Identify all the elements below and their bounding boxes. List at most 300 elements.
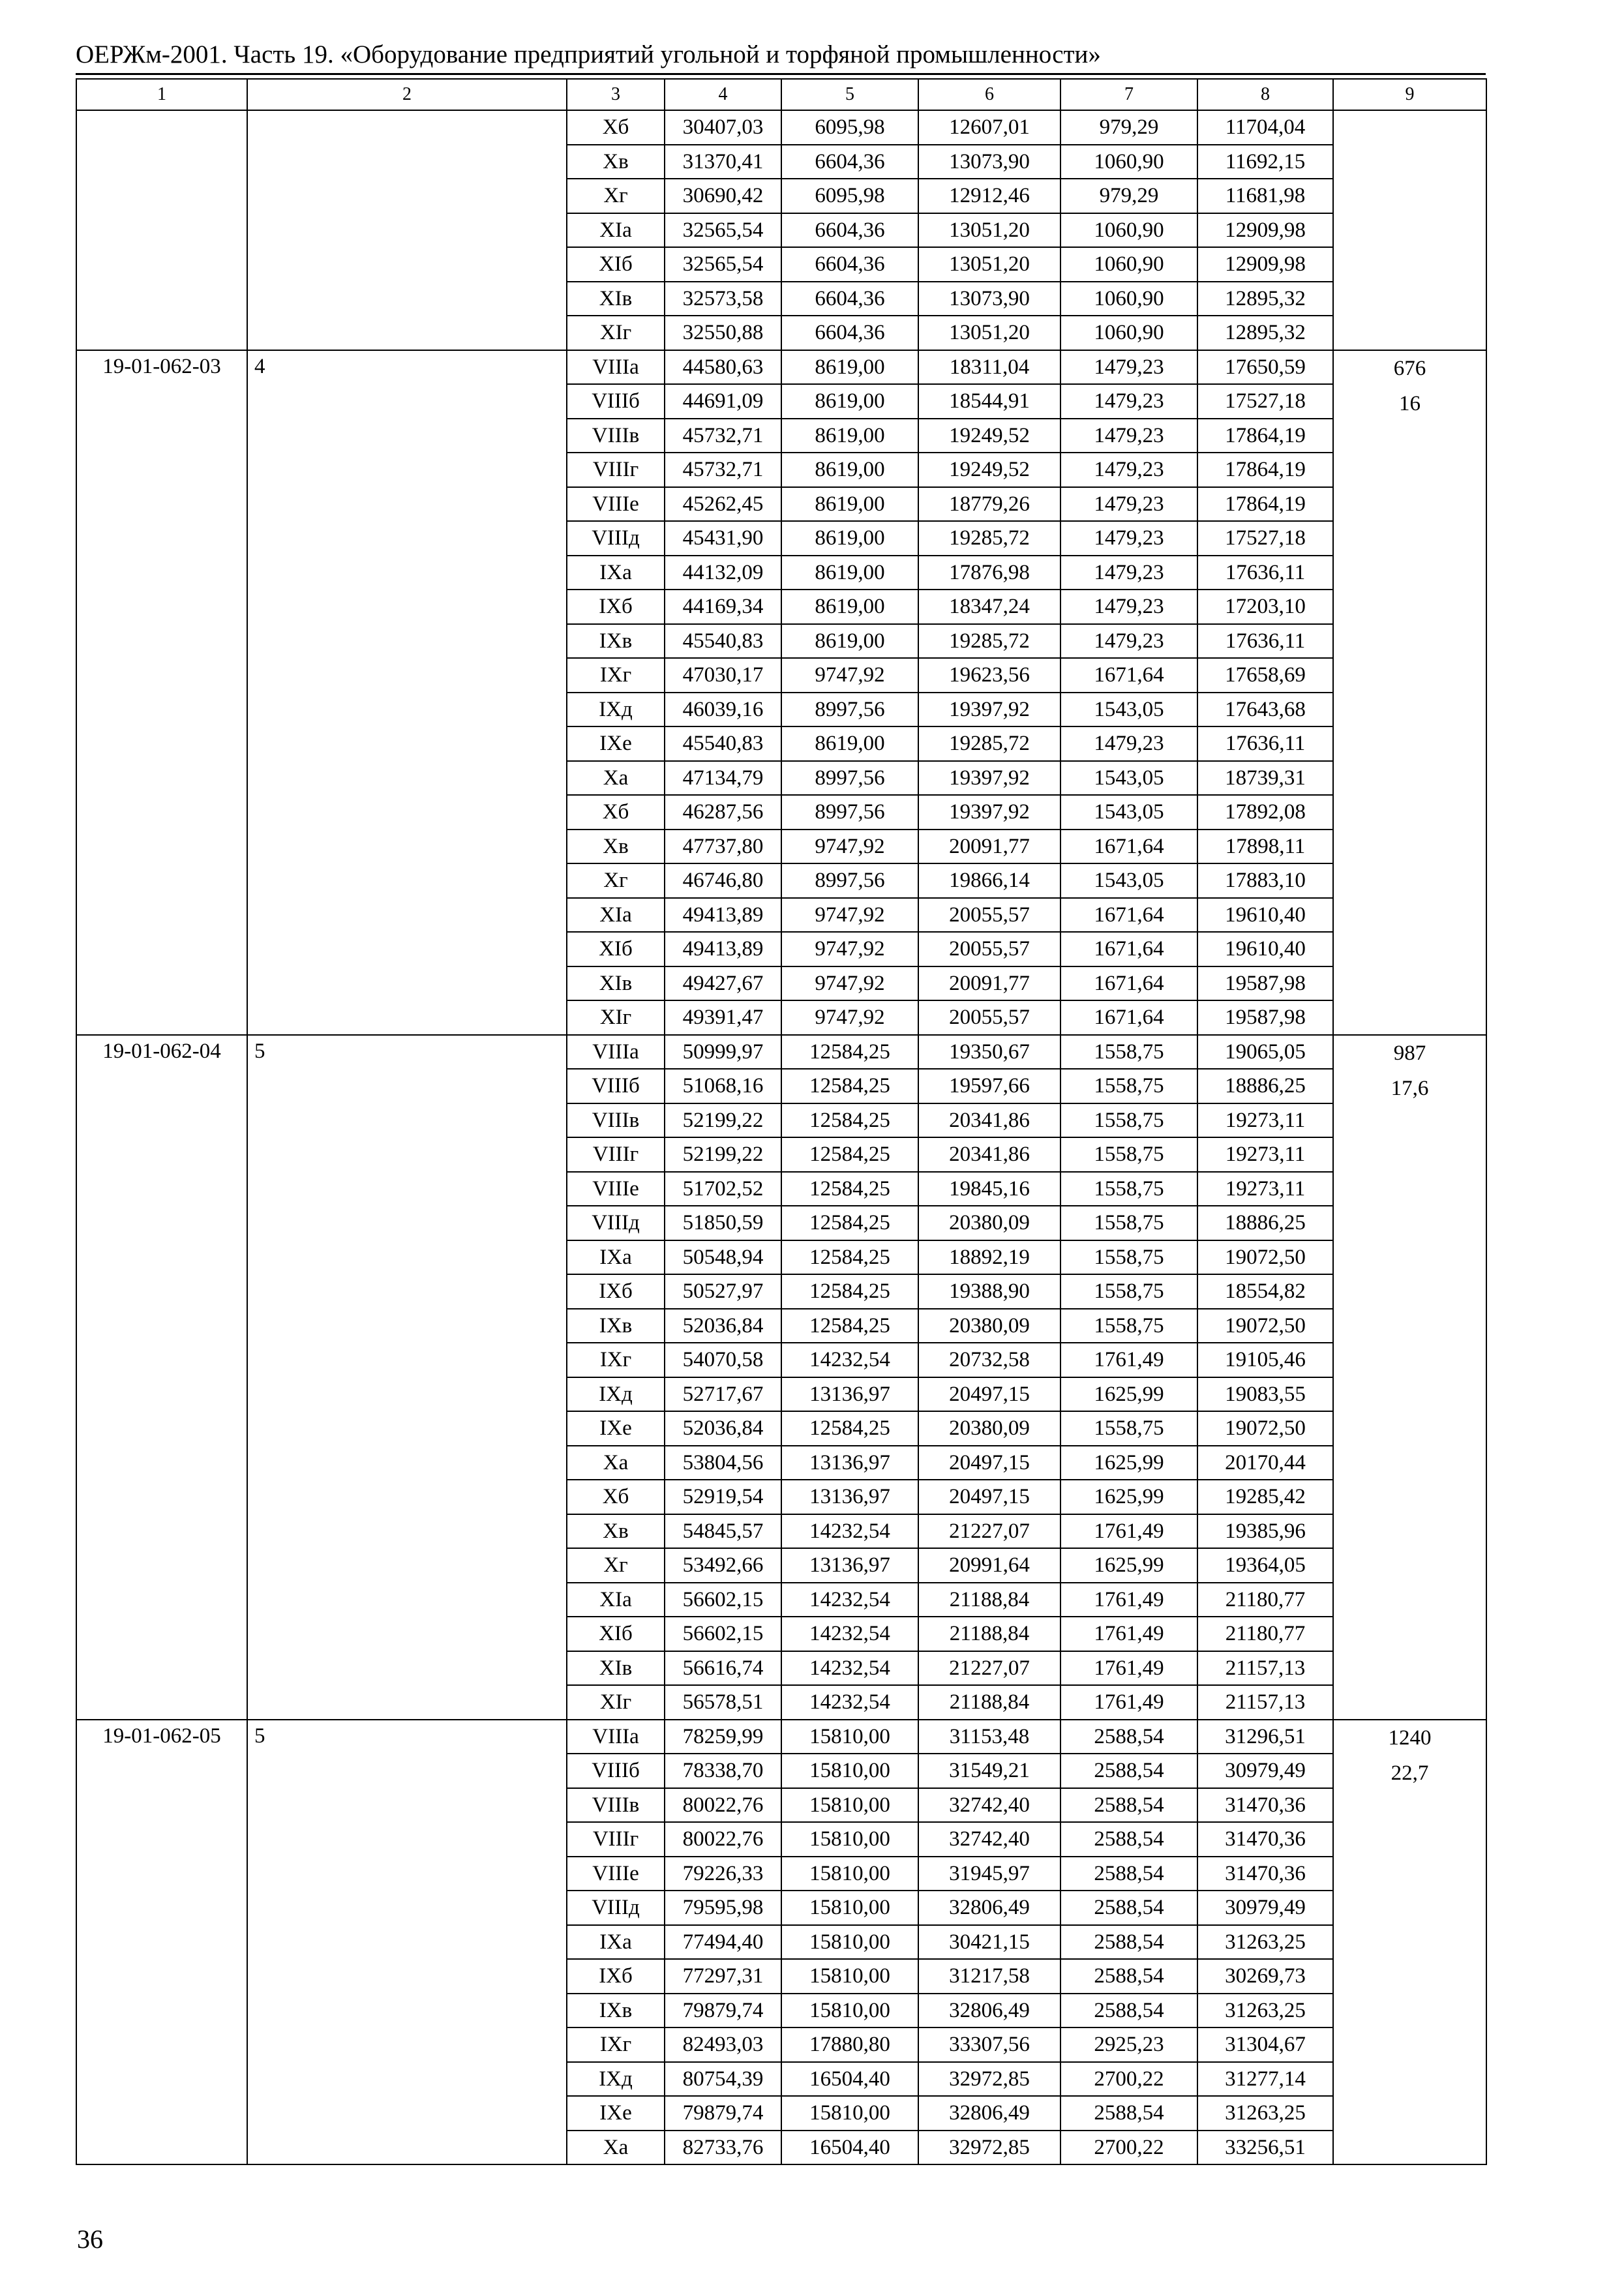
value-col7-cell: 1060,90	[1060, 213, 1197, 248]
value-col6-cell: 21227,07	[918, 1514, 1060, 1549]
value-col8-cell: 18554,82	[1197, 1274, 1333, 1309]
zone-cell: IХв	[567, 1309, 665, 1343]
value-col6-cell: 18779,26	[918, 487, 1060, 522]
value-col5-cell: 8619,00	[781, 350, 918, 385]
value-col6-cell: 30421,15	[918, 1925, 1060, 1960]
value-col4-cell: 45732,71	[665, 419, 781, 453]
value-col8-cell: 17636,11	[1197, 624, 1333, 659]
value-col5-cell: 12584,25	[781, 1309, 918, 1343]
column-header-8: 8	[1197, 79, 1333, 110]
value-col5-cell: 14232,54	[781, 1651, 918, 1686]
value-col8-cell: 17643,68	[1197, 693, 1333, 727]
value-col6-cell: 17876,98	[918, 556, 1060, 590]
value-col7-cell: 1543,05	[1060, 863, 1197, 898]
value-col4-cell: 49413,89	[665, 898, 781, 933]
zone-cell: Ха	[567, 2131, 665, 2165]
value-col8-cell: 31296,51	[1197, 1720, 1333, 1754]
value-col6-cell: 19249,52	[918, 419, 1060, 453]
value-col5-cell: 9747,92	[781, 1000, 918, 1035]
value-col8-cell: 31263,25	[1197, 1994, 1333, 2028]
value-col8-cell: 19072,50	[1197, 1240, 1333, 1275]
column-number-row	[76, 79, 1486, 110]
value-col8-cell: 21157,13	[1197, 1651, 1333, 1686]
value-col8-cell: 19610,40	[1197, 898, 1333, 933]
value-col7-cell: 1558,75	[1060, 1103, 1197, 1138]
value-col7-cell: 1671,64	[1060, 898, 1197, 933]
value-col8-cell: 21157,13	[1197, 1685, 1333, 1720]
value-col6-cell: 20380,09	[918, 1309, 1060, 1343]
value-col6-cell: 32972,85	[918, 2062, 1060, 2097]
table-row	[76, 1720, 1486, 1754]
col9-value: 1240	[1388, 1726, 1432, 1750]
value-col8-cell: 17864,19	[1197, 419, 1333, 453]
value-col4-cell: 46746,80	[665, 863, 781, 898]
zone-cell: IХе	[567, 1411, 665, 1446]
value-col4-cell: 52717,67	[665, 1377, 781, 1412]
zone-cell: Ха	[567, 761, 665, 796]
value-col5-cell: 8997,56	[781, 693, 918, 727]
value-col6-cell: 13051,20	[918, 247, 1060, 282]
value-col5-cell: 9747,92	[781, 966, 918, 1001]
value-col5-cell: 14232,54	[781, 1583, 918, 1617]
value-col4-cell: 47134,79	[665, 761, 781, 796]
value-col7-cell: 1558,75	[1060, 1069, 1197, 1103]
value-col4-cell: 79879,74	[665, 1994, 781, 2028]
value-col5-cell: 6604,36	[781, 247, 918, 282]
value-col5-cell: 15810,00	[781, 1822, 918, 1857]
value-col6-cell: 21188,84	[918, 1617, 1060, 1651]
value-col7-cell: 2700,22	[1060, 2062, 1197, 2097]
value-col5-cell: 12584,25	[781, 1137, 918, 1172]
value-col6-cell: 20497,15	[918, 1480, 1060, 1514]
value-col8-cell: 17892,08	[1197, 795, 1333, 830]
value-col5-cell: 8619,00	[781, 384, 918, 419]
value-col4-cell: 32550,88	[665, 316, 781, 350]
zone-cell: VIIIд	[567, 1891, 665, 1925]
value-col6-cell: 32806,49	[918, 2096, 1060, 2131]
value-col6-cell: 19597,66	[918, 1069, 1060, 1103]
zone-cell: IХб	[567, 1274, 665, 1309]
value-col4-cell: 49391,47	[665, 1000, 781, 1035]
value-col8-cell: 17883,10	[1197, 863, 1333, 898]
zone-cell: IХд	[567, 1377, 665, 1412]
value-col6-cell: 20341,86	[918, 1137, 1060, 1172]
value-col4-cell: 46287,56	[665, 795, 781, 830]
value-col6-cell: 18311,04	[918, 350, 1060, 385]
value-col4-cell: 47030,17	[665, 658, 781, 693]
value-col8-cell: 17864,19	[1197, 453, 1333, 487]
zone-cell: IХа	[567, 556, 665, 590]
value-col8-cell: 18886,25	[1197, 1069, 1333, 1103]
value-col5-cell: 13136,97	[781, 1548, 918, 1583]
value-col6-cell: 21188,84	[918, 1685, 1060, 1720]
value-col8-cell: 17527,18	[1197, 384, 1333, 419]
zone-cell: ХIг	[567, 316, 665, 350]
value-col7-cell: 1671,64	[1060, 1000, 1197, 1035]
value-col4-cell: 52036,84	[665, 1411, 781, 1446]
value-col5-cell: 15810,00	[781, 1788, 918, 1823]
value-col7-cell: 1761,49	[1060, 1583, 1197, 1617]
value-col7-cell: 1671,64	[1060, 966, 1197, 1001]
table-row	[76, 350, 1486, 385]
value-col8-cell: 19285,42	[1197, 1480, 1333, 1514]
value-col4-cell: 44691,09	[665, 384, 781, 419]
value-col7-cell: 1558,75	[1060, 1035, 1197, 1070]
value-col7-cell: 1558,75	[1060, 1137, 1197, 1172]
value-col7-cell: 1761,49	[1060, 1343, 1197, 1377]
zone-cell: VIIIд	[567, 1206, 665, 1240]
value-col4-cell: 79595,98	[665, 1891, 781, 1925]
value-col6-cell: 19866,14	[918, 863, 1060, 898]
zone-cell: IХб	[567, 590, 665, 624]
value-col7-cell: 2925,23	[1060, 2027, 1197, 2062]
zone-cell: IХа	[567, 1240, 665, 1275]
value-col7-cell: 1479,23	[1060, 419, 1197, 453]
value-col4-cell: 49413,89	[665, 932, 781, 966]
value-col8-cell: 12895,32	[1197, 316, 1333, 350]
value-col4-cell: 44132,09	[665, 556, 781, 590]
zone-cell: ХIг	[567, 1685, 665, 1720]
column-header-9: 9	[1333, 79, 1486, 110]
value-col8-cell: 30269,73	[1197, 1959, 1333, 1994]
value-col6-cell: 19249,52	[918, 453, 1060, 487]
value-col7-cell: 1558,75	[1060, 1274, 1197, 1309]
col9-value: 676	[1393, 356, 1426, 380]
value-col5-cell: 8997,56	[781, 761, 918, 796]
value-col4-cell: 54070,58	[665, 1343, 781, 1377]
value-col5-cell: 12584,25	[781, 1274, 918, 1309]
value-col4-cell: 45540,83	[665, 726, 781, 761]
value-col4-cell: 46039,16	[665, 693, 781, 727]
value-col6-cell: 33307,56	[918, 2027, 1060, 2062]
col9-cell	[1333, 1720, 1486, 2165]
zone-cell: IХг	[567, 1343, 665, 1377]
price-table	[76, 78, 1487, 2165]
value-col5-cell: 15810,00	[781, 1891, 918, 1925]
value-col7-cell: 2588,54	[1060, 1994, 1197, 2028]
value-col8-cell: 11681,98	[1197, 179, 1333, 213]
value-col5-cell: 12584,25	[781, 1206, 918, 1240]
value-col7-cell: 1060,90	[1060, 282, 1197, 316]
value-col8-cell: 21180,77	[1197, 1583, 1333, 1617]
value-col5-cell: 9747,92	[781, 830, 918, 864]
value-col7-cell: 1479,23	[1060, 453, 1197, 487]
page-number: 36	[77, 2224, 103, 2254]
value-col5-cell: 13136,97	[781, 1377, 918, 1412]
value-col7-cell: 1558,75	[1060, 1411, 1197, 1446]
description-cell: 4	[247, 350, 567, 1035]
value-col5-cell: 15810,00	[781, 1959, 918, 1994]
zone-cell: VIIIв	[567, 1788, 665, 1823]
value-col5-cell: 12584,25	[781, 1035, 918, 1070]
value-col5-cell: 15810,00	[781, 2096, 918, 2131]
value-col4-cell: 79879,74	[665, 2096, 781, 2131]
value-col8-cell: 19587,98	[1197, 1000, 1333, 1035]
value-col8-cell: 11704,04	[1197, 110, 1333, 145]
zone-cell: VIIIб	[567, 1754, 665, 1788]
value-col4-cell: 50548,94	[665, 1240, 781, 1275]
description-cell: 5	[247, 1035, 567, 1720]
value-col5-cell: 6604,36	[781, 316, 918, 350]
rate-code-cell	[76, 110, 247, 350]
value-col6-cell: 19397,92	[918, 795, 1060, 830]
value-col4-cell: 56602,15	[665, 1583, 781, 1617]
value-col7-cell: 2588,54	[1060, 1754, 1197, 1788]
value-col8-cell: 31263,25	[1197, 2096, 1333, 2131]
value-col5-cell: 6095,98	[781, 110, 918, 145]
value-col6-cell: 18347,24	[918, 590, 1060, 624]
value-col5-cell: 17880,80	[781, 2027, 918, 2062]
value-col5-cell: 8619,00	[781, 556, 918, 590]
value-col7-cell: 2588,54	[1060, 1822, 1197, 1857]
value-col8-cell: 17658,69	[1197, 658, 1333, 693]
zone-cell: VIIIг	[567, 1822, 665, 1857]
value-col8-cell: 12909,98	[1197, 213, 1333, 248]
zone-cell: VIIIа	[567, 1035, 665, 1070]
value-col5-cell: 15810,00	[781, 1754, 918, 1788]
zone-cell: IХе	[567, 726, 665, 761]
value-col6-cell: 13051,20	[918, 213, 1060, 248]
value-col6-cell: 12912,46	[918, 179, 1060, 213]
value-col7-cell: 1625,99	[1060, 1480, 1197, 1514]
value-col7-cell: 1543,05	[1060, 795, 1197, 830]
value-col5-cell: 15810,00	[781, 1857, 918, 1891]
value-col5-cell: 8619,00	[781, 419, 918, 453]
value-col8-cell: 19273,11	[1197, 1137, 1333, 1172]
zone-cell: VIIIв	[567, 419, 665, 453]
col9-cell	[1333, 350, 1486, 1035]
value-col6-cell: 19350,67	[918, 1035, 1060, 1070]
value-col7-cell: 1479,23	[1060, 384, 1197, 419]
value-col5-cell: 15810,00	[781, 1925, 918, 1960]
value-col6-cell: 20380,09	[918, 1411, 1060, 1446]
value-col7-cell: 1671,64	[1060, 830, 1197, 864]
value-col6-cell: 18892,19	[918, 1240, 1060, 1275]
value-col4-cell: 77297,31	[665, 1959, 781, 1994]
value-col5-cell: 14232,54	[781, 1514, 918, 1549]
value-col4-cell: 32565,54	[665, 247, 781, 282]
zone-cell: Хг	[567, 179, 665, 213]
value-col6-cell: 32742,40	[918, 1788, 1060, 1823]
col9-cell	[1333, 110, 1486, 350]
value-col7-cell: 2588,54	[1060, 1788, 1197, 1823]
zone-cell: ХIв	[567, 1651, 665, 1686]
value-col4-cell: 53492,66	[665, 1548, 781, 1583]
value-col7-cell: 1479,23	[1060, 350, 1197, 385]
zone-cell: VIIIг	[567, 453, 665, 487]
zone-cell: VIIIе	[567, 487, 665, 522]
value-col5-cell: 12584,25	[781, 1172, 918, 1206]
rate-code-cell: 19-01-062-04	[76, 1035, 247, 1720]
value-col4-cell: 82493,03	[665, 2027, 781, 2062]
zone-cell: ХIб	[567, 932, 665, 966]
value-col6-cell: 13051,20	[918, 316, 1060, 350]
value-col6-cell: 31153,48	[918, 1720, 1060, 1754]
value-col6-cell: 19285,72	[918, 624, 1060, 659]
value-col4-cell: 30407,03	[665, 110, 781, 145]
value-col8-cell: 19273,11	[1197, 1172, 1333, 1206]
value-col7-cell: 1479,23	[1060, 590, 1197, 624]
value-col7-cell: 1060,90	[1060, 247, 1197, 282]
value-col6-cell: 19397,92	[918, 693, 1060, 727]
value-col4-cell: 80754,39	[665, 2062, 781, 2097]
value-col4-cell: 82733,76	[665, 2131, 781, 2165]
zone-cell: VIIIа	[567, 350, 665, 385]
value-col4-cell: 45732,71	[665, 453, 781, 487]
value-col7-cell: 1761,49	[1060, 1651, 1197, 1686]
value-col8-cell: 30979,49	[1197, 1754, 1333, 1788]
value-col5-cell: 14232,54	[781, 1685, 918, 1720]
value-col4-cell: 45262,45	[665, 487, 781, 522]
value-col5-cell: 9747,92	[781, 658, 918, 693]
zone-cell: IХв	[567, 1994, 665, 2028]
value-col8-cell: 19587,98	[1197, 966, 1333, 1001]
value-col4-cell: 51702,52	[665, 1172, 781, 1206]
value-col7-cell: 1761,49	[1060, 1617, 1197, 1651]
value-col6-cell: 20055,57	[918, 932, 1060, 966]
column-header-3: 3	[567, 79, 665, 110]
table-row	[76, 1035, 1486, 1070]
value-col4-cell: 32565,54	[665, 213, 781, 248]
table-row	[76, 110, 1486, 145]
value-col6-cell: 18544,91	[918, 384, 1060, 419]
value-col6-cell: 19397,92	[918, 761, 1060, 796]
value-col4-cell: 45431,90	[665, 521, 781, 556]
value-col6-cell: 20341,86	[918, 1103, 1060, 1138]
value-col5-cell: 8619,00	[781, 487, 918, 522]
value-col4-cell: 52199,22	[665, 1103, 781, 1138]
value-col6-cell: 19285,72	[918, 726, 1060, 761]
column-header-5: 5	[781, 79, 918, 110]
value-col5-cell: 13136,97	[781, 1446, 918, 1480]
zone-cell: Хб	[567, 1480, 665, 1514]
value-col7-cell: 1625,99	[1060, 1377, 1197, 1412]
value-col8-cell: 17203,10	[1197, 590, 1333, 624]
zone-cell: VIIIг	[567, 1137, 665, 1172]
value-col7-cell: 1625,99	[1060, 1446, 1197, 1480]
value-col8-cell: 21180,77	[1197, 1617, 1333, 1651]
zone-cell: Хв	[567, 830, 665, 864]
value-col7-cell: 1060,90	[1060, 145, 1197, 179]
zone-cell: ХIб	[567, 247, 665, 282]
zone-cell: Хг	[567, 863, 665, 898]
value-col6-cell: 20991,64	[918, 1548, 1060, 1583]
zone-cell: ХIг	[567, 1000, 665, 1035]
value-col5-cell: 8997,56	[781, 795, 918, 830]
value-col5-cell: 16504,40	[781, 2131, 918, 2165]
value-col5-cell: 12584,25	[781, 1240, 918, 1275]
value-col7-cell: 979,29	[1060, 179, 1197, 213]
value-col7-cell: 1671,64	[1060, 658, 1197, 693]
value-col7-cell: 2700,22	[1060, 2131, 1197, 2165]
value-col6-cell: 20380,09	[918, 1206, 1060, 1240]
col9-value: 987	[1393, 1041, 1426, 1065]
value-col7-cell: 1625,99	[1060, 1548, 1197, 1583]
value-col7-cell: 2588,54	[1060, 1925, 1197, 1960]
value-col7-cell: 1558,75	[1060, 1172, 1197, 1206]
value-col8-cell: 11692,15	[1197, 145, 1333, 179]
zone-cell: IХг	[567, 658, 665, 693]
value-col8-cell: 31263,25	[1197, 1925, 1333, 1960]
value-col8-cell: 19065,05	[1197, 1035, 1333, 1070]
value-col8-cell: 12895,32	[1197, 282, 1333, 316]
rate-code-cell: 19-01-062-05	[76, 1720, 247, 2165]
value-col7-cell: 1060,90	[1060, 316, 1197, 350]
zone-cell: IХд	[567, 2062, 665, 2097]
value-col4-cell: 80022,76	[665, 1822, 781, 1857]
description-cell: 5	[247, 1720, 567, 2165]
value-col7-cell: 2588,54	[1060, 1720, 1197, 1754]
value-col6-cell: 19623,56	[918, 658, 1060, 693]
zone-cell: VIIIа	[567, 1720, 665, 1754]
value-col7-cell: 1671,64	[1060, 932, 1197, 966]
value-col7-cell: 1479,23	[1060, 726, 1197, 761]
zone-cell: IХе	[567, 2096, 665, 2131]
zone-cell: VIIIе	[567, 1172, 665, 1206]
value-col6-cell: 31549,21	[918, 1754, 1060, 1788]
zone-cell: IХд	[567, 693, 665, 727]
value-col5-cell: 15810,00	[781, 1994, 918, 2028]
value-col8-cell: 19610,40	[1197, 932, 1333, 966]
value-col5-cell: 14232,54	[781, 1343, 918, 1377]
value-col6-cell: 19845,16	[918, 1172, 1060, 1206]
zone-cell: VIIIб	[567, 384, 665, 419]
value-col8-cell: 18886,25	[1197, 1206, 1333, 1240]
value-col7-cell: 1479,23	[1060, 521, 1197, 556]
value-col7-cell: 2588,54	[1060, 1959, 1197, 1994]
value-col8-cell: 31304,67	[1197, 2027, 1333, 2062]
value-col8-cell: 31470,36	[1197, 1822, 1333, 1857]
column-header-6: 6	[918, 79, 1060, 110]
value-col8-cell: 19072,50	[1197, 1309, 1333, 1343]
zone-cell: Хв	[567, 1514, 665, 1549]
value-col5-cell: 8619,00	[781, 726, 918, 761]
value-col7-cell: 1479,23	[1060, 487, 1197, 522]
col9-value: 17,6	[1391, 1076, 1429, 1100]
value-col7-cell: 1479,23	[1060, 556, 1197, 590]
value-col4-cell: 32573,58	[665, 282, 781, 316]
value-col5-cell: 12584,25	[781, 1103, 918, 1138]
value-col7-cell: 1558,75	[1060, 1309, 1197, 1343]
zone-cell: IХа	[567, 1925, 665, 1960]
zone-cell: IХв	[567, 624, 665, 659]
value-col6-cell: 13073,90	[918, 282, 1060, 316]
value-col8-cell: 20170,44	[1197, 1446, 1333, 1480]
zone-cell: VIIIе	[567, 1857, 665, 1891]
value-col8-cell: 31470,36	[1197, 1788, 1333, 1823]
value-col5-cell: 8619,00	[781, 624, 918, 659]
value-col7-cell: 2588,54	[1060, 1891, 1197, 1925]
zone-cell: ХIб	[567, 1617, 665, 1651]
zone-cell: Ха	[567, 1446, 665, 1480]
value-col4-cell: 44580,63	[665, 350, 781, 385]
value-col4-cell: 47737,80	[665, 830, 781, 864]
value-col5-cell: 9747,92	[781, 898, 918, 933]
value-col5-cell: 13136,97	[781, 1480, 918, 1514]
value-col7-cell: 2588,54	[1060, 1857, 1197, 1891]
value-col8-cell: 18739,31	[1197, 761, 1333, 796]
value-col4-cell: 77494,40	[665, 1925, 781, 1960]
value-col8-cell: 33256,51	[1197, 2131, 1333, 2165]
value-col6-cell: 20732,58	[918, 1343, 1060, 1377]
value-col8-cell: 19083,55	[1197, 1377, 1333, 1412]
value-col6-cell: 19388,90	[918, 1274, 1060, 1309]
col9-value: 16	[1399, 391, 1421, 415]
value-col8-cell: 19385,96	[1197, 1514, 1333, 1549]
value-col5-cell: 16504,40	[781, 2062, 918, 2097]
value-col8-cell: 17650,59	[1197, 350, 1333, 385]
value-col7-cell: 1761,49	[1060, 1685, 1197, 1720]
